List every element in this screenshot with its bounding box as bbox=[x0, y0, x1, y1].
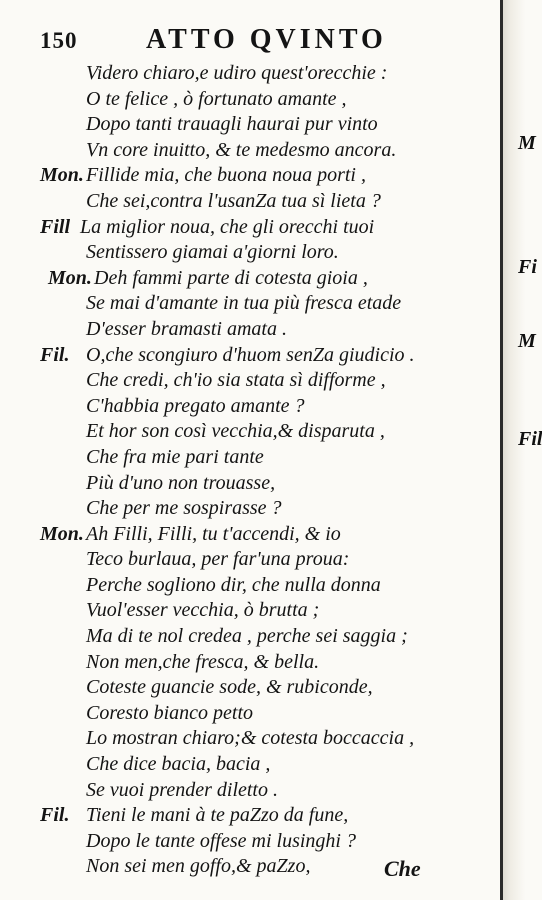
verse-text-line: Che dice bacia, bacia , bbox=[86, 753, 271, 776]
verse-text-line: Ah Filli, Filli, tu t'accendi, & io bbox=[86, 522, 341, 545]
verse-text-line: Se mai d'amante in tua più fresca etade bbox=[86, 292, 402, 315]
verse-text-line: Che credi, ch'io sia stata sì difforme , bbox=[86, 369, 386, 392]
verse-text-line: Coteste guancie sode, & rubiconde, bbox=[86, 676, 373, 699]
verse-text-line: Dopo tanti trauagli haurai pur vinto bbox=[86, 113, 378, 136]
verse-text-line: Sentissero giamai a'giorni loro. bbox=[86, 241, 339, 264]
verse-line bbox=[0, 830, 500, 856]
verse-line bbox=[0, 267, 500, 293]
verse-text-line: Ma di te nol credea , perche sei saggia ; bbox=[86, 625, 408, 648]
verse-text-line: O,che scongiuro d'huom senZa giudicio . bbox=[86, 343, 415, 366]
verse-line bbox=[0, 804, 500, 830]
facing-page-fragment: M bbox=[518, 132, 536, 154]
verse-line bbox=[0, 318, 500, 344]
speaker-label: Fil. bbox=[40, 804, 70, 827]
speaker-label: Mon. bbox=[48, 266, 92, 289]
verse-line bbox=[0, 779, 500, 805]
verse-text-line: Videro chiaro,e udiro quest'orecchie : bbox=[86, 62, 388, 84]
facing-page-fragment: Fil bbox=[518, 428, 542, 450]
verse-text-line: Vn core inuitto, & te medesmo ancora. bbox=[86, 138, 397, 161]
verse-text-line: D'esser bramasti amata . bbox=[86, 317, 287, 340]
verse-line bbox=[0, 651, 500, 677]
verse-text bbox=[0, 62, 500, 881]
verse-line bbox=[0, 702, 500, 728]
verse-text-line: O te felice , ò fortunato amante , bbox=[86, 87, 347, 110]
verse-line bbox=[0, 139, 500, 165]
verse-text-line: Teco burlaua, per far'una proua: bbox=[86, 548, 350, 571]
verse-text-line: Non sei men goffo,& paZzo, bbox=[86, 855, 311, 878]
facing-page-fragment: Fi bbox=[518, 256, 537, 278]
verse-line bbox=[0, 241, 500, 267]
verse-text-line: Lo mostran chiaro;& cotesta boccaccia , bbox=[86, 727, 415, 750]
verse-line bbox=[0, 344, 500, 370]
verse-line bbox=[0, 599, 500, 625]
verse-line bbox=[0, 625, 500, 651]
verse-line bbox=[0, 753, 500, 779]
verse-text-line: Et hor son così vecchia,& disparuta , bbox=[86, 420, 385, 443]
speaker-label: Mon. bbox=[40, 164, 84, 187]
verse-text-line: Se vuoi prender diletto . bbox=[86, 778, 278, 801]
facing-page-fragment: M bbox=[518, 330, 536, 352]
verse-text-line: Tieni le mani à te paZzo da fune, bbox=[86, 804, 349, 827]
verse-text-line: Perche sogliono dir, che nulla donna bbox=[86, 573, 381, 596]
verse-line bbox=[0, 446, 500, 472]
verse-text-line: Che fra mie pari tante bbox=[86, 445, 264, 468]
verse-line bbox=[0, 855, 500, 881]
verse-line bbox=[0, 497, 500, 523]
verse-text-line: Deh fammi parte di cotesta gioia , bbox=[94, 266, 368, 289]
verse-line bbox=[0, 574, 500, 600]
verse-line bbox=[0, 676, 500, 702]
verse-text-line: Coresto bianco petto bbox=[86, 701, 254, 724]
verse-line bbox=[0, 216, 500, 242]
speaker-label: Fill bbox=[40, 215, 71, 238]
verse-line bbox=[0, 548, 500, 574]
verse-line bbox=[0, 164, 500, 190]
verse-text-line: Che sei,contra l'usanZa tua sì lieta ? bbox=[86, 189, 381, 212]
verse-line bbox=[0, 395, 500, 421]
verse-line bbox=[0, 88, 500, 114]
verse-line bbox=[0, 369, 500, 395]
verse-text-line: C'habbia pregato amante ? bbox=[86, 394, 305, 417]
verse-text-line: La miglior noua, che gli orecchi tuoi bbox=[80, 215, 375, 238]
verse-text-line: Non men,che fresca, & bella. bbox=[86, 650, 320, 673]
verse-line bbox=[0, 523, 500, 549]
verse-line bbox=[0, 292, 500, 318]
verse-line bbox=[0, 420, 500, 446]
catchword: Che bbox=[384, 856, 421, 881]
verse-line bbox=[0, 190, 500, 216]
verse-line bbox=[0, 727, 500, 753]
verse-text-line: Dopo le tante offese mi lusinghi ? bbox=[86, 829, 356, 852]
page-number: 150 bbox=[40, 28, 78, 53]
verse-line bbox=[0, 472, 500, 498]
speaker-label: Fil. bbox=[40, 343, 70, 366]
running-title: ATTO QVINTO bbox=[146, 24, 387, 55]
page-fold-line bbox=[500, 0, 503, 900]
verse-text-line: Più d'uno non trouasse, bbox=[86, 471, 276, 494]
verse-text-line: Vuol'esser vecchia, ò brutta ; bbox=[86, 599, 320, 622]
verse-text-line: Fillide mia, che buona noua porti , bbox=[86, 164, 366, 187]
speaker-label: Mon. bbox=[40, 522, 84, 545]
verse-line bbox=[0, 62, 500, 88]
page-header bbox=[40, 24, 480, 54]
verse-text-line: Che per me sospirasse ? bbox=[86, 497, 282, 520]
verse-line bbox=[0, 113, 500, 139]
